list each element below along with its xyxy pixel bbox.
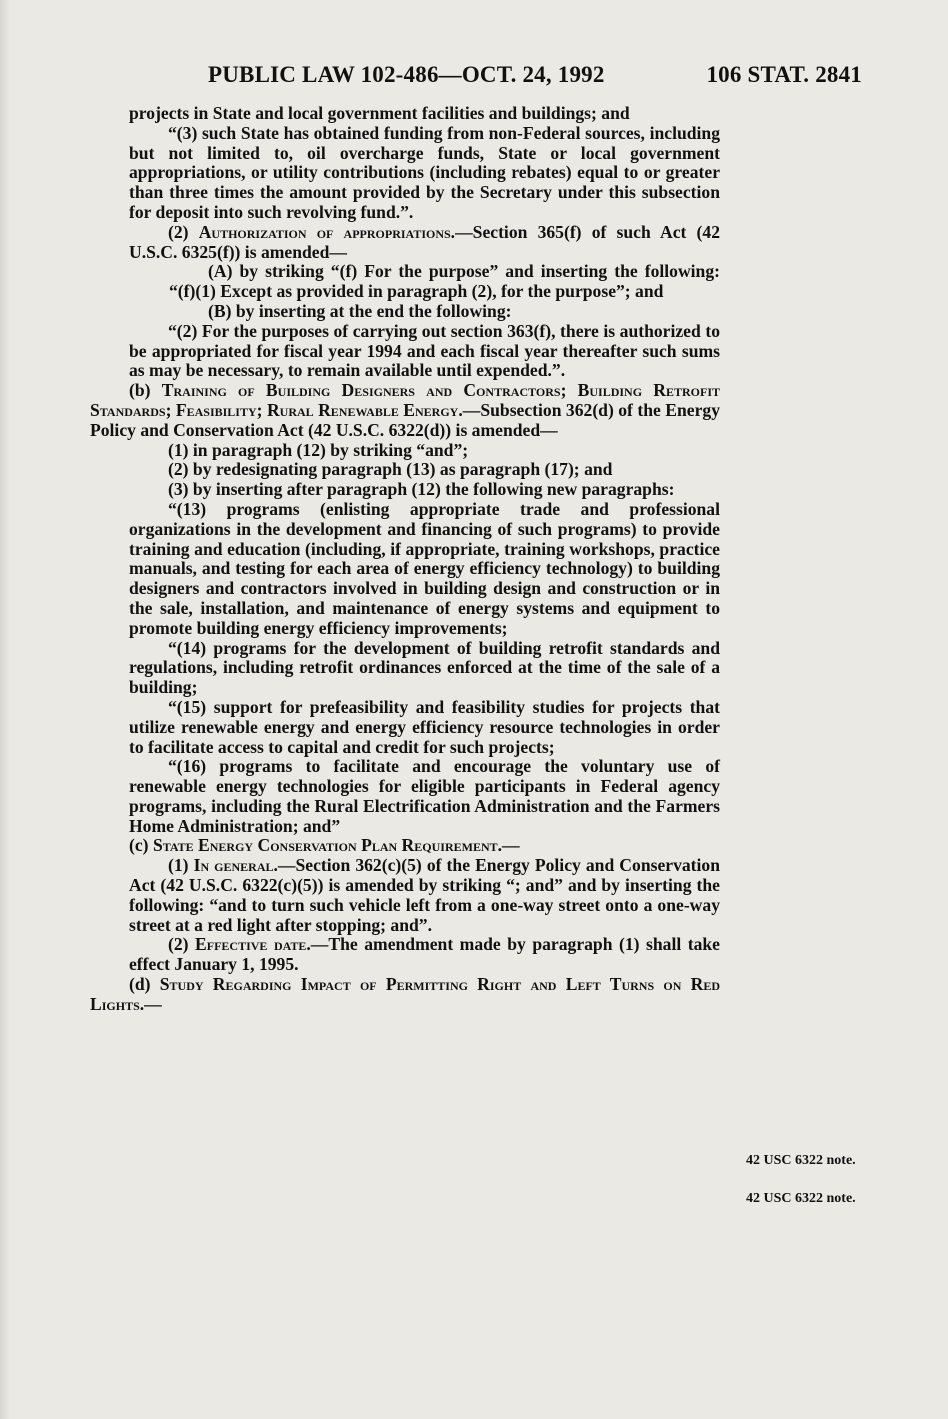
paragraph: (A) by striking “(f) For the purpose” and inserting the following: “(f)(1) Except as provided in paragraph (2), for the purpose”; and — [169, 261, 720, 302]
paragraph: (2) by redesignating paragraph (13) as paragraph (17); and — [168, 459, 613, 480]
paragraph: “(16) programs to facilitate and encourage the voluntary use of renewable energy technologies for eligible participants in Federal agency programs, including the Rural Electrification Administration and the Farmers Home Administration; and” — [129, 756, 720, 836]
paragraph-number: (2) — [168, 221, 189, 242]
paragraph: (1) in paragraph (12) by striking “and”; — [168, 439, 469, 460]
paragraph-number: (b) — [129, 380, 151, 401]
paragraph-text: .—Section 365(f) of such Act (42 U.S.C. 6325(f)) is amended— — [129, 221, 720, 262]
paragraph — [90, 975, 720, 1015]
section-heading: Training of Building Designers and Contractors; Building Retrofit Standards; Feasibility; Rural Renewable Energy — [90, 380, 720, 420]
section-heading: Authorization of appropriations — [198, 221, 451, 242]
paragraph-text: .—Subsection 362(d) of the Energy Policy and Conservation Act (42 U.S.C. 6322(d)) is amended— — [90, 399, 720, 440]
margin-note: 42 USC 6322 note. — [746, 1153, 856, 1168]
paragraph-number: (d) — [129, 974, 151, 995]
paragraph — [90, 935, 720, 975]
paragraph: “(15) support for prefeasibility and feasibility studies for projects that utilize renewable energy and energy efficiency resource technologies in order to facilitate access to capital and credit for such projects; — [129, 696, 720, 757]
section-heading: In general — [193, 855, 274, 876]
paragraph-number: (c) — [129, 835, 149, 856]
paragraph — [90, 223, 720, 263]
paragraph — [90, 856, 720, 935]
paragraph: (3) by inserting after paragraph (12) the following new paragraphs: — [168, 479, 675, 500]
paragraph — [90, 381, 720, 440]
paragraph-text: .—The amendment made by paragraph (1) shall take effect January 1, 1995. — [129, 934, 720, 975]
paragraph-text: .— — [497, 835, 520, 856]
margin-note: 42 USC 6322 note. — [746, 1191, 856, 1206]
paragraph: “(14) programs for the development of building retrofit standards and regulations, including retrofit ordinances enforced at the time of the sale of a building; — [129, 637, 720, 698]
paragraph: “(3) such State has obtained funding from non-Federal sources, including but not limited to, oil overcharge funds, State or local government appropriations, or utility contributions (including rebates) equal to or greater than three times the amount provided by the Secretary under this subsection for deposit into such revolving fund.”. — [129, 122, 720, 222]
paragraph-number: (2) — [168, 934, 189, 955]
running-title: PUBLIC LAW 102-486—OCT. 24, 1992 — [208, 62, 605, 87]
paragraph: “(2) For the purposes of carrying out section 363(f), there is authorized to be appropriated for fiscal year 1994 and each fiscal year thereafter such sums as may be necessary, to remain available until expended.”. — [129, 320, 720, 381]
paragraph-text: .— — [139, 993, 162, 1014]
page-header — [208, 62, 862, 92]
paragraph: (B) by inserting at the end the following: — [208, 300, 512, 321]
paragraph — [90, 836, 720, 856]
stat-page-number: 106 STAT. 2841 — [706, 62, 862, 87]
paragraph: “(13) programs (enlisting appropriate trade and professional organizations in the development and financing of such programs) to provide training and education (including, if appropriate, training workshops, practice manuals, and testing for each area of energy efficiency technology) to building designers and contractors involved in building design and construction or in the sale, installation, and maintenance of energy systems and equipment to promote building energy efficiency improvements; — [129, 498, 720, 638]
statute-body — [90, 104, 720, 1015]
paragraph-text: .—Section 362(c)(5) of the Energy Policy and Conservation Act (42 U.S.C. 6322(c)(5)) is amended by striking “; and” and by inserting the following: “and to turn such vehicle left from a one-way street onto a one-way street at a red light after stopping; and”. — [129, 855, 720, 935]
paragraph-number: (1) — [168, 855, 189, 876]
paragraph: projects in State and local government facilities and buildings; and — [129, 103, 630, 123]
section-heading: Study Regarding Impact of Permitting Right and Left Turns on Red Lights — [90, 974, 720, 1014]
page-edge — [0, 0, 10, 1419]
section-heading: State Energy Conservation Plan Requirement — [152, 835, 498, 856]
section-heading: Effective date — [195, 934, 307, 955]
